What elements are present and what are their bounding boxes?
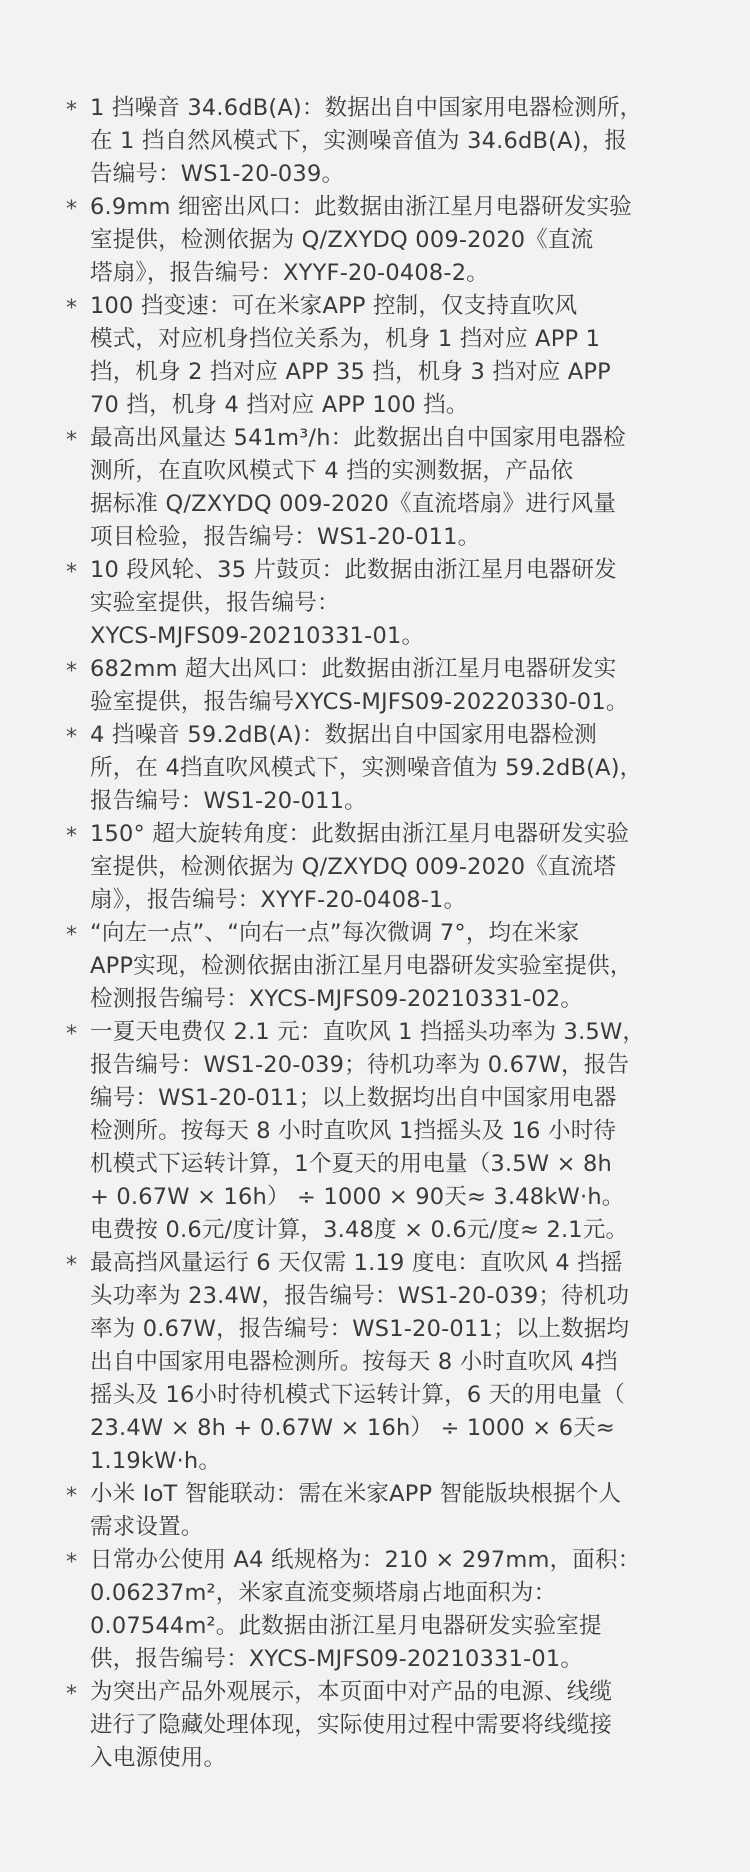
footnote-line: 最高挡风量运行 6 天仅需 1.19 度电：直吹风 4 挡摇 <box>90 1250 623 1276</box>
footnote-line: 验室提供，报告编号XYCS-MJFS09-20220330-01。 <box>90 689 629 715</box>
footnote-line: 电费按 0.6元/度计算，3.48度 × 0.6元/度≈ 2.1元。 <box>90 1217 629 1243</box>
footnote-line: 供，报告编号：XYCS-MJFS09-20210331-01。 <box>90 1646 584 1672</box>
footnote-text <box>90 1247 694 1478</box>
footnote-line: 率为 0.67W，报告编号：WS1-20-011；以上数据均 <box>90 1316 630 1342</box>
footnote-text <box>90 1676 694 1775</box>
asterisk-bullet-icon: * <box>66 560 78 585</box>
footnote-line: 682mm 超大出风口：此数据由浙江星月电器研发实 <box>90 656 617 682</box>
footnote-item <box>66 422 694 554</box>
asterisk-bullet-icon: * <box>66 659 78 684</box>
footnote-line: 6.9mm 细密出风口：此数据由浙江星月电器研发实验 <box>90 194 632 220</box>
footnote-line: APP实现，检测依据由浙江星月电器研发实验室提供， <box>90 953 633 979</box>
footnote-line: XYCS-MJFS09-20210331-01。 <box>90 623 425 649</box>
footnote-item <box>66 92 694 191</box>
footnote-item <box>66 554 694 653</box>
footnote-item <box>66 818 694 917</box>
asterisk-bullet-icon: * <box>66 296 78 321</box>
footnote-line: 机模式下运转计算，1个夏天的用电量（3.5W × 8h <box>90 1151 612 1177</box>
footnote-line: 据标准 Q/ZXYDQ 009-2020《直流塔扇》进行风量 <box>90 491 617 517</box>
asterisk-bullet-icon: * <box>66 1682 78 1707</box>
footnote-text <box>90 1478 694 1544</box>
footnote-text <box>90 653 694 719</box>
footnote-text <box>90 191 694 290</box>
footnote-line: 进行了隐藏处理体现，实际使用过程中需要将线缆接 <box>90 1712 613 1738</box>
asterisk-bullet-icon: * <box>66 197 78 222</box>
footnote-item <box>66 917 694 1016</box>
footnote-line: 一夏天电费仅 2.1 元：直吹风 1 挡摇头功率为 3.5W， <box>90 1019 646 1045</box>
footnote-line: 需求设置。 <box>90 1514 204 1540</box>
footnote-line: 入电源使用。 <box>90 1745 227 1771</box>
footnote-item <box>66 653 694 719</box>
footnote-text <box>90 1544 694 1676</box>
footnote-line: 150° 超大旋转角度：此数据由浙江星月电器研发实验 <box>90 821 630 847</box>
footnote-list <box>66 92 694 1775</box>
footnote-text <box>90 818 694 917</box>
footnote-line: 1.19kW·h。 <box>90 1448 222 1474</box>
footnote-line: 70 挡，机身 4 挡对应 APP 100 挡。 <box>90 392 469 418</box>
footnote-item <box>66 1247 694 1478</box>
footnote-line: 告编号：WS1-20-039。 <box>90 161 345 187</box>
footnote-line: 检测报告编号：XYCS-MJFS09-20210331-02。 <box>90 986 584 1012</box>
footnote-line: 检测所。按每天 8 小时直吹风 1挡摇头及 16 小时待 <box>90 1118 617 1144</box>
footnote-line: + 0.67W × 16h） ÷ 1000 × 90天≈ 3.48kW·h。 <box>90 1184 625 1210</box>
asterisk-bullet-icon: * <box>66 1550 78 1575</box>
footnote-line: 编号：WS1-20-011；以上数据均出自中国家用电器 <box>90 1085 617 1111</box>
footnote-line: 4 挡噪音 59.2dB(A)：数据出自中国家用电器检测 <box>90 722 597 748</box>
footnote-item <box>66 1016 694 1247</box>
footnote-line: 所，在 4挡直吹风模式下，实测噪音值为 59.2dB(A)， <box>90 755 643 781</box>
asterisk-bullet-icon: * <box>66 725 78 750</box>
footnote-item <box>66 191 694 290</box>
asterisk-bullet-icon: * <box>66 1022 78 1047</box>
footnote-line: 实验室提供，报告编号： <box>90 590 340 616</box>
footnote-line: 1 挡噪音 34.6dB(A)：数据出自中国家用电器检测所， <box>90 95 643 121</box>
footnote-line: 在 1 挡自然风模式下，实测噪音值为 34.6dB(A)，报 <box>90 128 628 154</box>
footnote-line: 室提供，检测依据为 Q/ZXYDQ 009-2020《直流 <box>90 227 594 253</box>
footnote-line: 23.4W × 8h + 0.67W × 16h） ÷ 1000 × 6天≈ <box>90 1415 615 1441</box>
footnote-text <box>90 917 694 1016</box>
footnote-item <box>66 1478 694 1544</box>
asterisk-bullet-icon: * <box>66 824 78 849</box>
footnote-line: 扇》，报告编号：XYYF-20-0408-1。 <box>90 887 467 913</box>
footnote-item <box>66 1676 694 1775</box>
asterisk-bullet-icon: * <box>66 923 78 948</box>
footnote-line: 塔扇》，报告编号：XYYF-20-0408-2。 <box>90 260 489 286</box>
footnote-line: 100 挡变速：可在米家APP 控制，仅支持直吹风 <box>90 293 578 319</box>
footnote-line: 0.07544m²。此数据由浙江星月电器研发实验室提 <box>90 1613 602 1639</box>
footnote-item <box>66 290 694 422</box>
footnote-line: 小米 IoT 智能联动：需在米家APP 智能版块根据个人 <box>90 1481 622 1507</box>
asterisk-bullet-icon: * <box>66 98 78 123</box>
footnote-line: 日常办公使用 A4 纸规格为：210 × 297mm，面积： <box>90 1547 641 1573</box>
asterisk-bullet-icon: * <box>66 428 78 453</box>
footnote-text <box>90 719 694 818</box>
footnote-line: 10 段风轮、35 片鼓页：此数据由浙江星月电器研发 <box>90 557 617 583</box>
footnote-text <box>90 290 694 422</box>
footnote-line: 报告编号：WS1-20-011。 <box>90 788 367 814</box>
asterisk-bullet-icon: * <box>66 1484 78 1509</box>
footnote-line: 项目检验，报告编号：WS1-20-011。 <box>90 524 481 550</box>
footnote-item <box>66 719 694 818</box>
footnote-line: 为突出产品外观展示，本页面中对产品的电源、线缆 <box>90 1679 613 1705</box>
footnote-text <box>90 422 694 554</box>
footnote-line: 报告编号：WS1-20-039；待机功率为 0.67W，报告 <box>90 1052 630 1078</box>
footnote-line: 最高出风量达 541m³/h：此数据出自中国家用电器检 <box>90 425 626 451</box>
footnote-line: 0.06237m²，米家直流变频塔扇占地面积为： <box>90 1580 557 1606</box>
footnote-text <box>90 1016 694 1247</box>
footnote-line: 摇头及 16小时待机模式下运转计算，6 天的用电量（ <box>90 1382 625 1408</box>
footnote-line: 挡，机身 2 挡对应 APP 35 挡，机身 3 挡对应 APP <box>90 359 611 385</box>
footnote-text <box>90 92 694 191</box>
footnote-line: 模式，对应机身挡位关系为，机身 1 挡对应 APP 1 <box>90 326 601 352</box>
footnote-line: 头功率为 23.4W，报告编号：WS1-20-039；待机功 <box>90 1283 630 1309</box>
footnote-item <box>66 1544 694 1676</box>
asterisk-bullet-icon: * <box>66 1253 78 1278</box>
footnote-text <box>90 554 694 653</box>
footnote-line: 室提供，检测依据为 Q/ZXYDQ 009-2020《直流塔 <box>90 854 617 880</box>
footnote-line: 出自中国家用电器检测所。按每天 8 小时直吹风 4挡 <box>90 1349 618 1375</box>
footnote-line: 测所，在直吹风模式下 4 挡的实测数据，产品依 <box>90 458 574 484</box>
footnote-line: “向左一点”、“向右一点”每次微调 7°，均在米家 <box>90 920 580 946</box>
